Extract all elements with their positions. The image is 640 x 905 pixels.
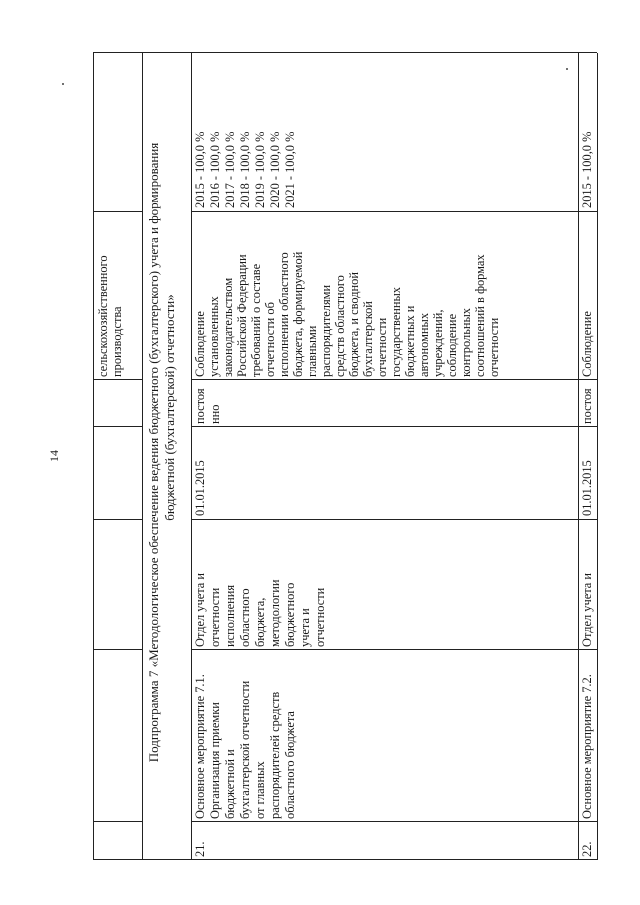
indicator-line: распорядителями (319, 284, 333, 377)
indicator-line: Соблюдение (193, 311, 207, 377)
col-line-end (191, 379, 597, 380)
start-date: 01.01.2015 (193, 460, 207, 516)
row-number: 21. (193, 841, 207, 857)
indicator-line: Российской Федерации (235, 254, 249, 377)
page-number: 14 (47, 450, 61, 462)
measure-name-line: областного бюджета (283, 711, 297, 819)
indicator-line: Соблюдение (580, 311, 594, 377)
row-number: 22. (580, 841, 594, 857)
table-line-section-top (142, 53, 143, 860)
col-line-start (191, 426, 597, 427)
executor-line: отчетности (313, 587, 327, 647)
indicator-line: отчетности (487, 317, 501, 377)
end-date-line: постоя (193, 388, 207, 424)
indicator-line: государственных (389, 286, 403, 377)
value-line: 2019 - 100,0 % (253, 131, 267, 208)
prev-row-indicator-line: сельскохозяйственного (96, 255, 110, 377)
value-line: 2015 - 100,0 % (193, 131, 207, 208)
value-line: 2015 - 100,0 % (580, 131, 594, 208)
measure-name-line: бухгалтерской отчетности (238, 680, 252, 819)
indicator-line: установленных (207, 296, 221, 377)
scan-speck (566, 68, 568, 70)
executor-line: отчетности (208, 587, 222, 647)
value-line: 2021 - 100,0 % (283, 131, 297, 208)
col-line-indicator (191, 211, 597, 212)
measure-name-line: Организация приемки (208, 702, 222, 819)
indicator-line: главными (305, 325, 319, 377)
indicator-line: бюджета, и сводной (347, 272, 361, 377)
indicator-line: автономных (417, 312, 431, 377)
executor-line: методологии (268, 579, 282, 647)
value-line: 2020 - 100,0 % (268, 131, 282, 208)
indicator-line: бюджета, формируемой (291, 251, 305, 377)
value-line: 2018 - 100,0 % (238, 131, 252, 208)
col-line-name (93, 649, 142, 650)
measure-name-line: Основное мероприятие 7.1. (193, 674, 207, 819)
measure-name-line: распорядителей средств (268, 691, 282, 819)
executor-line: Отдел учета и (193, 572, 207, 647)
executor-line: бюджета, (253, 597, 267, 647)
indicator-line: законодательством (221, 277, 235, 377)
table-border-bottom (597, 53, 598, 860)
measure-name-line: Основное мероприятие 7.2. (580, 674, 594, 819)
value-line: 2016 - 100,0 % (208, 131, 222, 208)
table-border-left (93, 859, 597, 860)
col-line-name (191, 649, 597, 650)
prev-row-indicator-line: производства (110, 306, 124, 377)
indicator-line: бухгалтерской (361, 301, 375, 377)
table-line-row22-top (578, 53, 579, 860)
executor-line: исполнения (223, 584, 237, 647)
col-line-indicator (93, 211, 142, 212)
measure-name-line: от главных (253, 761, 267, 819)
table-border-top (93, 53, 94, 860)
measure-name-line: бюджетной и (223, 749, 237, 819)
indicator-line: контрольных (459, 308, 473, 377)
col-line-end (93, 379, 142, 380)
col-line-executor (93, 519, 142, 520)
end-date-line: постоя (580, 388, 594, 424)
indicator-line: соотношений в формах (473, 254, 487, 377)
start-date: 01.01.2015 (580, 460, 594, 516)
end-date-line: нно (208, 404, 222, 424)
executor-line: учета и (298, 608, 312, 647)
subprogram-title-cont: бюджетной (бухгалтерской) отчетности» (162, 294, 177, 521)
indicator-line: исполнении областного (277, 252, 291, 377)
executor-line: бюджетного (283, 582, 297, 647)
indicator-line: отчетности (375, 317, 389, 377)
executor-line: областного (238, 588, 252, 647)
executor-line: Отдел учета и (580, 572, 594, 647)
table-line-section-bottom (191, 53, 192, 860)
col-line-start (93, 426, 142, 427)
value-line: 2017 - 100,0 % (223, 131, 237, 208)
col-line-executor (191, 519, 597, 520)
col-line-num (93, 821, 142, 822)
indicator-line: требований о составе (249, 263, 263, 377)
scan-speck (62, 83, 64, 85)
indicator-line: средств областного (333, 275, 347, 377)
indicator-line: бюджетных и (403, 305, 417, 377)
indicator-line: отчетности об (263, 302, 277, 377)
subprogram-title: Подпрограмма 7 «Методологическое обеспечение ведения бюджетного (бухгалтерского) учета и формирования (146, 142, 161, 763)
col-line-num (191, 821, 597, 822)
indicator-line: учреждений, (431, 309, 445, 377)
indicator-line: соблюдение (445, 313, 459, 377)
